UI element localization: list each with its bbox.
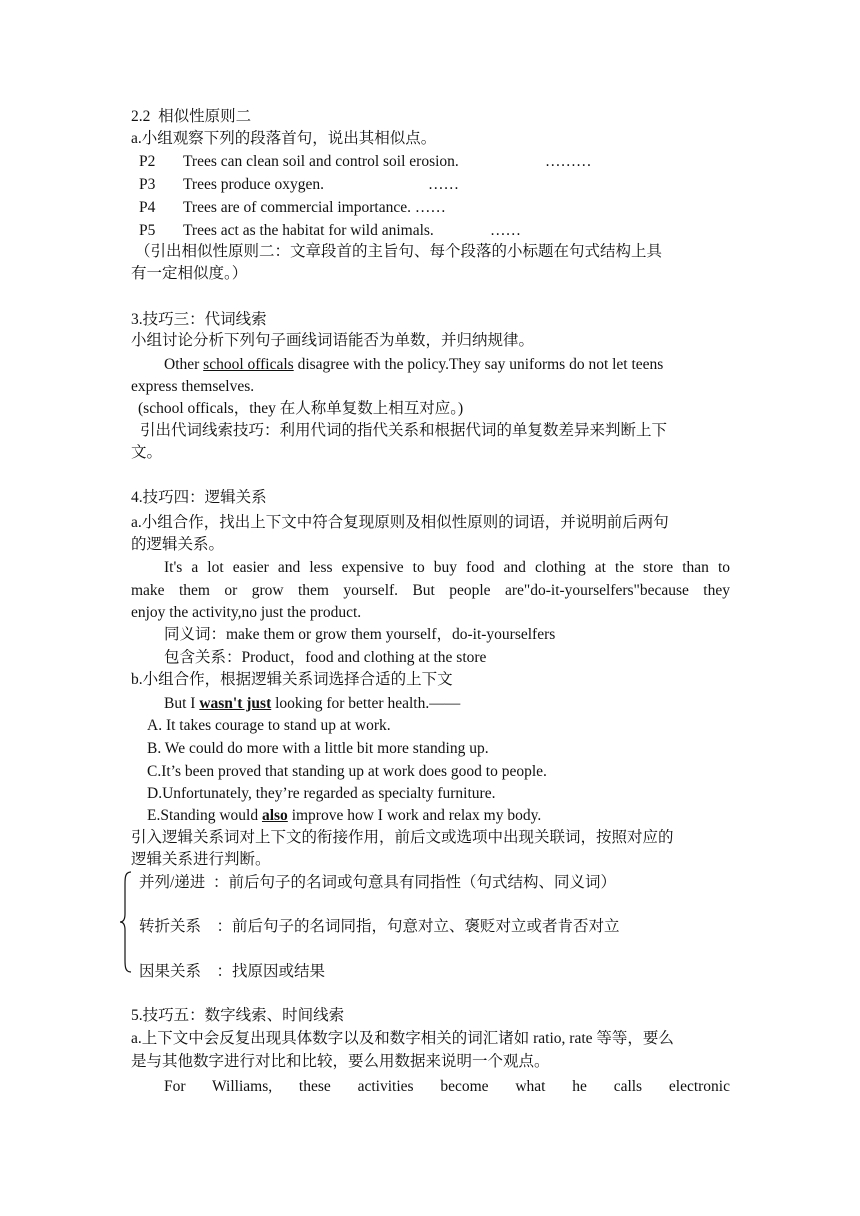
ellipsis: …… xyxy=(428,176,459,193)
instruction: 的逻辑关系。 xyxy=(131,536,225,553)
note: (school officals，they 在人称单复数上相互对应。) xyxy=(138,400,464,417)
sentence: Trees produce oxygen. xyxy=(183,176,325,193)
paragraph-label: P4 xyxy=(139,199,156,216)
tip: 文。 xyxy=(131,444,163,461)
instruction: a.上下文中会反复出现具体数字以及和数字相关的词汇诸如 ratio, rate 等等，要么 xyxy=(131,1030,674,1047)
sentence: Trees can clean soil and control soil erosion. xyxy=(183,153,459,170)
option-d: D.Unfortunately, they’re regarded as specialty furniture. xyxy=(147,785,496,802)
ellipsis: ……… xyxy=(545,153,592,170)
left-brace xyxy=(118,870,134,974)
instruction: a.小组观察下列的段落首句，说出其相似点。 xyxy=(131,130,437,147)
question-sentence: But I wasn't just looking for better health.—— xyxy=(164,695,461,712)
example-sentence: express themselves. xyxy=(131,378,255,395)
passage-line: make them or grow them yourself. But people are"do-it-yourselfers"because they xyxy=(131,582,730,599)
instruction: a.小组合作，找出上下文中符合复现原则及相似性原则的词语，并说明前后两句 xyxy=(131,514,669,531)
instruction: 小组讨论分析下列句子画线词语能否为单数，并归纳规律。 xyxy=(131,332,535,349)
instruction: 是与其他数字进行对比和比较，要么用数据来说明一个观点。 xyxy=(131,1053,550,1070)
note: （引出相似性原则二：文章段首的主旨句、每个段落的小标题在句式结构上具 xyxy=(135,243,663,260)
paragraph-label: P5 xyxy=(139,222,156,239)
keyword: wasn't just xyxy=(199,695,272,712)
passage-line: It's a lot easier and less expensive to buy food and clothing at the store than to xyxy=(164,559,730,576)
instruction: b.小组合作，根据逻辑关系词选择合适的上下文 xyxy=(131,671,453,688)
underlined-phrase: school officals xyxy=(203,356,294,373)
keyword: also xyxy=(261,807,288,824)
note: 有一定相似度。） xyxy=(131,265,248,282)
section-title: 2.2 相似性原则二 xyxy=(131,108,252,125)
section-title: 4.技巧四：逻辑关系 xyxy=(131,489,267,506)
paragraph-label: P3 xyxy=(139,176,156,193)
option-b: B. We could do more with a little bit more standing up. xyxy=(147,740,489,757)
example-sentence: Other school officals disagree with the policy.They say uniforms do not let teens xyxy=(164,356,664,373)
explanation: 逻辑关系进行判断。 xyxy=(131,851,271,868)
synonym-note: 同义词：make them or grow them yourself，do-it-yourselfers xyxy=(164,626,556,643)
passage-line: enjoy the activity,no just the product. xyxy=(131,604,362,621)
sentence: Trees are of commercial importance. …… xyxy=(183,199,446,216)
explanation: 引入逻辑关系词对上下文的衔接作用，前后文或选项中出现关联词，按照对应的 xyxy=(131,829,674,846)
inclusion-note: 包含关系：Product，food and clothing at the store xyxy=(164,649,487,666)
sentence: Trees act as the habitat for wild animals. xyxy=(183,222,434,239)
option-c: C.It’s been proved that standing up at work does good to people. xyxy=(147,763,547,780)
tip: 引出代词线索技巧：利用代词的指代关系和根据代词的单复数差异来判断上下 xyxy=(140,422,668,439)
relation-contrast: 转折关系 ：前后句子的名词同指，句意对立、褒贬对立或者肯否对立 xyxy=(139,918,620,935)
section-title: 3.技巧三：代词线索 xyxy=(131,311,267,328)
passage-line: For Williams, these activities become what he calls electronic xyxy=(164,1078,730,1095)
option-a: A. It takes courage to stand up at work. xyxy=(147,717,391,734)
ellipsis: …… xyxy=(490,222,521,239)
paragraph-label: P2 xyxy=(139,153,156,170)
option-e: E.Standing would also improve how I work and relax my body. xyxy=(147,807,542,824)
relation-parallel: 并列/递进 ：前后句子的名词或句意具有同指性（句式结构、同义词） xyxy=(139,874,617,891)
section-title: 5.技巧五：数字线索、时间线索 xyxy=(131,1007,345,1024)
relation-cause: 因果关系 ：找原因或结果 xyxy=(139,963,326,980)
